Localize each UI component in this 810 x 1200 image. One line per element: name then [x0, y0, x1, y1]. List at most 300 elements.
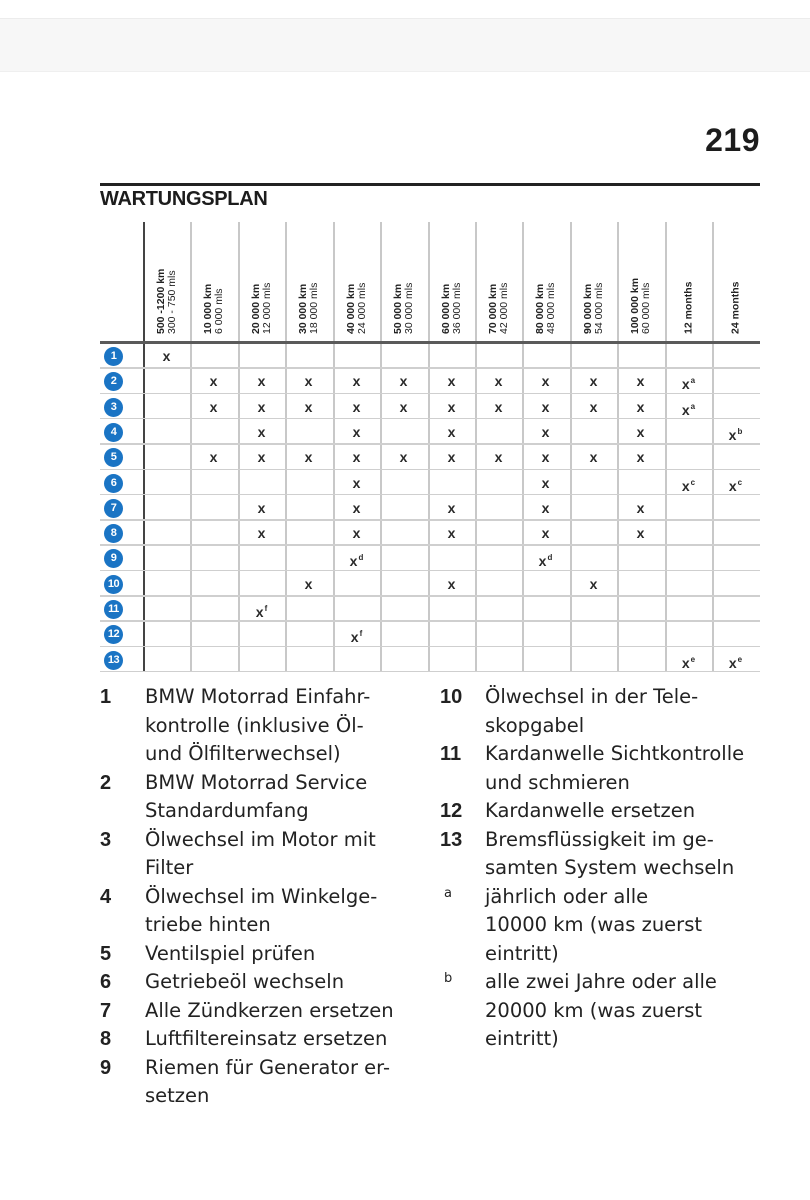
- x-mark: x: [257, 423, 266, 440]
- maintenance-mark: [238, 419, 285, 445]
- table-row: [100, 621, 760, 647]
- x-mark: x: [589, 449, 598, 466]
- table-row: [100, 419, 760, 445]
- maintenance-mark: [665, 470, 712, 496]
- x-mark: x: [728, 426, 737, 443]
- column-header: [238, 226, 285, 338]
- maintenance-mark: [522, 419, 569, 445]
- row-number-badge: 7: [104, 499, 123, 518]
- column-header-primary: 12 months: [682, 281, 694, 334]
- empty-cell: [285, 495, 332, 521]
- empty-cell: [190, 596, 237, 622]
- x-mark: x: [352, 449, 361, 466]
- empty-cell: [570, 419, 617, 445]
- legend-item: [100, 1025, 430, 1054]
- maintenance-mark: [475, 368, 522, 394]
- empty-cell: [238, 571, 285, 597]
- empty-cell: [143, 621, 190, 647]
- column-header-primary: 10 000 km: [201, 283, 214, 334]
- empty-cell: [712, 495, 759, 521]
- legend-item: [100, 997, 430, 1026]
- maintenance-mark: [570, 368, 617, 394]
- row-number-badge: 11: [104, 600, 123, 619]
- legend-text-line: Ventilspiel prüfen: [145, 941, 316, 965]
- maintenance-mark: [617, 520, 664, 546]
- maintenance-mark: [522, 545, 569, 571]
- maintenance-mark: [428, 394, 475, 420]
- maintenance-mark: [380, 368, 427, 394]
- legend-number: 6: [100, 971, 112, 993]
- row-number-badge: 13: [104, 651, 123, 670]
- legend-text-line: skopgabel: [485, 713, 585, 737]
- maintenance-mark: [333, 444, 380, 470]
- empty-cell: [475, 343, 522, 369]
- column-header: [570, 226, 617, 338]
- x-mark: x: [399, 373, 408, 390]
- empty-cell: [475, 495, 522, 521]
- x-mark: x: [257, 373, 266, 390]
- column-header-primary: 50 000 km: [391, 283, 404, 334]
- empty-cell: [712, 343, 759, 369]
- footnote-marker: e: [737, 654, 743, 664]
- maintenance-mark: [333, 419, 380, 445]
- empty-cell: [190, 621, 237, 647]
- x-mark: x: [538, 553, 547, 570]
- column-header: [143, 226, 190, 338]
- empty-cell: [380, 470, 427, 496]
- x-mark: x: [257, 499, 266, 516]
- x-mark: x: [494, 398, 503, 415]
- x-mark: x: [447, 525, 456, 542]
- maintenance-mark: [665, 368, 712, 394]
- footnote-marker: a: [690, 401, 696, 411]
- footnote-marker: f: [264, 604, 268, 613]
- maintenance-mark: [428, 368, 475, 394]
- x-mark: x: [636, 423, 645, 440]
- empty-cell: [665, 419, 712, 445]
- row-number-badge: 4: [104, 423, 123, 442]
- empty-cell: [570, 647, 617, 673]
- maintenance-mark: [570, 571, 617, 597]
- x-mark: x: [352, 423, 361, 440]
- table-row: [100, 571, 760, 597]
- maintenance-mark: [428, 419, 475, 445]
- row-number-badge: 6: [104, 474, 123, 493]
- empty-cell: [380, 520, 427, 546]
- maintenance-mark: [712, 470, 759, 496]
- maintenance-mark: [712, 647, 759, 673]
- legend-text-line: und schmieren: [485, 770, 630, 794]
- column-header-secondary: 12 000 mls: [260, 282, 273, 334]
- x-mark: x: [681, 477, 690, 494]
- maintenance-mark: [428, 520, 475, 546]
- legend-text-line: Luftfiltereinsatz ersetzen: [145, 1027, 388, 1050]
- maintenance-mark: [238, 520, 285, 546]
- empty-cell: [190, 571, 237, 597]
- empty-cell: [238, 545, 285, 571]
- empty-cell: [570, 470, 617, 496]
- legend-text-line: kontrolle (inklusive Öl-: [145, 713, 364, 737]
- empty-cell: [143, 647, 190, 673]
- legend-text-line: setzen: [145, 1084, 210, 1107]
- empty-cell: [143, 444, 190, 470]
- legend-item: [440, 826, 770, 883]
- column-header-primary: 500 -1200 km: [154, 268, 167, 334]
- x-mark: x: [589, 373, 598, 390]
- x-mark: x: [257, 398, 266, 415]
- table-row: [100, 470, 760, 496]
- maintenance-mark: [238, 394, 285, 420]
- empty-cell: [380, 495, 427, 521]
- legend-item: [440, 740, 770, 797]
- legend-text-line: 10000 km (was zuerst: [485, 913, 702, 936]
- maintenance-mark: [522, 368, 569, 394]
- empty-cell: [570, 596, 617, 622]
- empty-cell: [665, 621, 712, 647]
- empty-cell: [285, 621, 332, 647]
- table-row: [100, 343, 760, 369]
- legend-text-line: Ölwechsel in der Tele-: [485, 685, 699, 708]
- column-header-primary: 40 000 km: [344, 283, 357, 334]
- legend-text-line: 20000 km (was zuerst: [485, 998, 702, 1022]
- empty-cell: [712, 368, 759, 394]
- legend-item: [100, 826, 430, 883]
- footnote-marker: c: [690, 477, 696, 487]
- empty-cell: [143, 419, 190, 445]
- empty-cell: [712, 520, 759, 546]
- legend-number: 7: [100, 999, 112, 1022]
- maintenance-mark: [522, 470, 569, 496]
- empty-cell: [617, 596, 664, 622]
- empty-cell: [475, 419, 522, 445]
- empty-cell: [665, 520, 712, 546]
- legend-text-line: BMW Motorrad Service: [145, 770, 368, 794]
- legend-text-line: triebe hinten: [145, 913, 271, 936]
- legend-number: 13: [440, 828, 463, 851]
- x-mark: x: [681, 654, 690, 671]
- maintenance-mark: [617, 419, 664, 445]
- empty-cell: [712, 621, 759, 647]
- column-header: [665, 226, 712, 338]
- x-mark: x: [636, 525, 645, 542]
- x-mark: x: [541, 373, 550, 390]
- maintenance-mark: [238, 444, 285, 470]
- column-header-secondary: 6 000 mls: [212, 288, 225, 334]
- empty-cell: [143, 394, 190, 420]
- table-row: [100, 495, 760, 521]
- column-header-secondary: 42 000 mls: [497, 282, 510, 334]
- x-mark: x: [447, 575, 456, 592]
- empty-cell: [380, 647, 427, 673]
- x-mark: x: [541, 398, 550, 415]
- column-header-secondary: 300 - 750 mls: [165, 270, 178, 334]
- maintenance-mark: [475, 444, 522, 470]
- maintenance-mark: [522, 520, 569, 546]
- empty-cell: [333, 647, 380, 673]
- legend-number: 11: [440, 743, 462, 765]
- row-number-badge: 12: [104, 625, 123, 644]
- legend-number: 2: [100, 771, 112, 794]
- empty-cell: [570, 495, 617, 521]
- empty-cell: [475, 596, 522, 622]
- empty-cell: [712, 545, 759, 571]
- section-rule: [100, 183, 760, 186]
- empty-cell: [143, 470, 190, 496]
- x-mark: x: [209, 449, 218, 466]
- empty-cell: [665, 495, 712, 521]
- x-mark: x: [728, 654, 737, 671]
- empty-cell: [333, 571, 380, 597]
- maintenance-mark: [617, 495, 664, 521]
- table-row: [100, 368, 760, 394]
- maintenance-mark: [285, 394, 332, 420]
- column-header-secondary: 60 000 mls: [639, 282, 652, 334]
- legend-text-line: eintritt): [485, 941, 559, 965]
- x-mark: x: [304, 449, 313, 466]
- empty-cell: [190, 647, 237, 673]
- maintenance-mark: [570, 444, 617, 470]
- column-header: [380, 226, 427, 338]
- empty-cell: [238, 470, 285, 496]
- column-header: [522, 226, 569, 338]
- maintenance-mark: [333, 621, 380, 647]
- legend-text-line: alle zwei Jahre oder alle: [485, 970, 717, 993]
- legend-item: [100, 940, 430, 969]
- empty-cell: [522, 596, 569, 622]
- legend-text-line: Getriebeöl wechseln: [145, 970, 345, 993]
- empty-cell: [617, 545, 664, 571]
- empty-cell: [475, 520, 522, 546]
- empty-cell: [428, 343, 475, 369]
- maintenance-mark: [238, 596, 285, 622]
- empty-cell: [143, 495, 190, 521]
- legend-footnote: [440, 968, 770, 1054]
- row-number-badge: 2: [104, 372, 123, 391]
- column-header-primary: 20 000 km: [249, 283, 262, 334]
- legend-text-line: eintritt): [485, 1027, 559, 1050]
- x-mark: x: [399, 398, 408, 415]
- legend-number: 1: [100, 686, 112, 708]
- table-row: [100, 444, 760, 470]
- maintenance-mark: [190, 368, 237, 394]
- maintenance-mark: [522, 444, 569, 470]
- maintenance-mark: [143, 343, 190, 369]
- footnote-marker: f: [359, 629, 363, 639]
- empty-cell: [570, 621, 617, 647]
- maintenance-mark: [617, 444, 664, 470]
- legend-text-line: Kardanwelle ersetzen: [485, 799, 696, 822]
- empty-cell: [285, 596, 332, 622]
- empty-cell: [665, 343, 712, 369]
- legend-text-line: Riemen für Generator er-: [145, 1055, 390, 1079]
- column-header: [333, 226, 380, 338]
- legend-text-line: Standardumfang: [145, 799, 309, 822]
- x-mark: x: [447, 373, 456, 390]
- maintenance-mark: [570, 394, 617, 420]
- legend-number: 12: [440, 800, 463, 822]
- footnote-marker: c: [737, 477, 743, 487]
- empty-cell: [475, 621, 522, 647]
- empty-cell: [665, 545, 712, 571]
- empty-cell: [238, 647, 285, 673]
- column-header-secondary: 30 000 mls: [402, 282, 415, 334]
- table-row: [100, 596, 760, 622]
- legend-number: 8: [100, 1028, 112, 1050]
- empty-cell: [665, 596, 712, 622]
- empty-cell: [333, 343, 380, 369]
- x-mark: x: [541, 423, 550, 440]
- x-mark: x: [541, 525, 550, 542]
- column-header: [617, 226, 664, 338]
- legend-number: 5: [100, 942, 112, 965]
- x-mark: x: [209, 373, 218, 390]
- column-header-secondary: 36 000 mls: [450, 282, 463, 334]
- empty-cell: [238, 621, 285, 647]
- empty-cell: [570, 545, 617, 571]
- legend-text-line: BMW Motorrad Einfahr-: [145, 685, 371, 708]
- legend-text-line: Bremsflüssigkeit im ge-: [485, 827, 714, 851]
- empty-cell: [428, 621, 475, 647]
- column-header-secondary: 24 000 mls: [355, 282, 368, 334]
- x-mark: x: [447, 398, 456, 415]
- maintenance-mark: [333, 368, 380, 394]
- empty-cell: [475, 545, 522, 571]
- empty-cell: [285, 647, 332, 673]
- empty-cell: [428, 596, 475, 622]
- maintenance-mark: [333, 520, 380, 546]
- empty-cell: [570, 520, 617, 546]
- x-mark: x: [304, 398, 313, 415]
- empty-cell: [190, 545, 237, 571]
- footnote-marker: a: [690, 376, 696, 386]
- x-mark: x: [352, 499, 361, 516]
- footnote-marker: e: [690, 654, 696, 664]
- x-mark: x: [636, 373, 645, 390]
- maintenance-mark: [428, 571, 475, 597]
- maintenance-mark: [617, 394, 664, 420]
- x-mark: x: [636, 499, 645, 516]
- empty-cell: [522, 343, 569, 369]
- column-header: [190, 226, 237, 338]
- x-mark: x: [681, 376, 690, 393]
- empty-cell: [428, 470, 475, 496]
- legend-left-column: [100, 683, 430, 1111]
- maintenance-mark: [285, 444, 332, 470]
- maintenance-mark: [522, 394, 569, 420]
- row-number-badge: 10: [104, 575, 123, 594]
- empty-cell: [143, 596, 190, 622]
- legend-item: [440, 683, 770, 740]
- x-mark: x: [447, 423, 456, 440]
- legend-item: [100, 769, 430, 826]
- x-mark: x: [209, 398, 218, 415]
- empty-cell: [285, 545, 332, 571]
- column-header-primary: 30 000 km: [296, 283, 309, 334]
- legend-number: 10: [440, 686, 463, 708]
- empty-cell: [143, 571, 190, 597]
- column-header-primary: 60 000 km: [439, 283, 452, 334]
- x-mark: x: [541, 499, 550, 516]
- empty-cell: [143, 520, 190, 546]
- maintenance-mark: [712, 419, 759, 445]
- x-mark: x: [257, 525, 266, 542]
- section-title: WARTUNGSPLAN: [100, 188, 268, 210]
- column-header-primary: 90 000 km: [581, 283, 594, 334]
- empty-cell: [190, 419, 237, 445]
- empty-cell: [238, 343, 285, 369]
- maintenance-mark: [333, 495, 380, 521]
- empty-cell: [617, 571, 664, 597]
- legend-text-line: und Ölfilterwechsel): [145, 742, 341, 765]
- empty-cell: [570, 343, 617, 369]
- empty-cell: [143, 368, 190, 394]
- x-mark: x: [257, 449, 266, 466]
- legend-item: [100, 883, 430, 940]
- column-header-secondary: 48 000 mls: [544, 282, 557, 334]
- maintenance-table: [100, 222, 760, 672]
- legend-text-line: Ölwechsel im Motor mit: [145, 827, 376, 851]
- legend-item: [100, 683, 430, 769]
- empty-cell: [522, 647, 569, 673]
- maintenance-mark: [428, 444, 475, 470]
- empty-cell: [522, 621, 569, 647]
- x-mark: x: [494, 449, 503, 466]
- footnote-marker: d: [547, 553, 553, 563]
- maintenance-mark: [238, 495, 285, 521]
- row-number-badge: 1: [104, 347, 123, 366]
- x-mark: x: [255, 604, 264, 620]
- maintenance-mark: [665, 647, 712, 673]
- footnote-marker: b: [737, 426, 743, 436]
- x-mark: x: [352, 373, 361, 390]
- legend-footnote: [440, 883, 770, 969]
- x-mark: x: [589, 398, 598, 415]
- table-row: [100, 647, 760, 673]
- x-mark: x: [541, 474, 550, 491]
- empty-cell: [712, 444, 759, 470]
- x-mark: x: [681, 401, 690, 418]
- maintenance-mark: [428, 495, 475, 521]
- empty-cell: [475, 571, 522, 597]
- x-mark: x: [399, 449, 408, 466]
- legend-text-line: jährlich oder alle: [485, 884, 649, 908]
- empty-cell: [285, 520, 332, 546]
- row-number-badge: 5: [104, 448, 123, 467]
- empty-cell: [712, 596, 759, 622]
- column-header-primary: 70 000 km: [486, 283, 499, 334]
- row-number-badge: 9: [104, 549, 123, 568]
- row-number-badge: 8: [104, 524, 123, 543]
- maintenance-mark: [475, 394, 522, 420]
- page-number: 219: [705, 122, 760, 158]
- legend-text-line: Filter: [145, 856, 194, 879]
- x-mark: x: [350, 629, 359, 646]
- x-mark: x: [636, 398, 645, 415]
- empty-cell: [475, 647, 522, 673]
- maintenance-mark: [380, 444, 427, 470]
- column-header: [428, 226, 475, 338]
- legend-text-line: samten System wechseln: [485, 856, 735, 879]
- legend-number: 4: [100, 885, 112, 908]
- grid-horizontal-line: [100, 671, 760, 673]
- maintenance-mark: [190, 394, 237, 420]
- x-mark: x: [352, 474, 361, 491]
- maintenance-mark: [380, 394, 427, 420]
- empty-cell: [143, 545, 190, 571]
- x-mark: x: [352, 398, 361, 415]
- maintenance-mark: [285, 368, 332, 394]
- empty-cell: [285, 343, 332, 369]
